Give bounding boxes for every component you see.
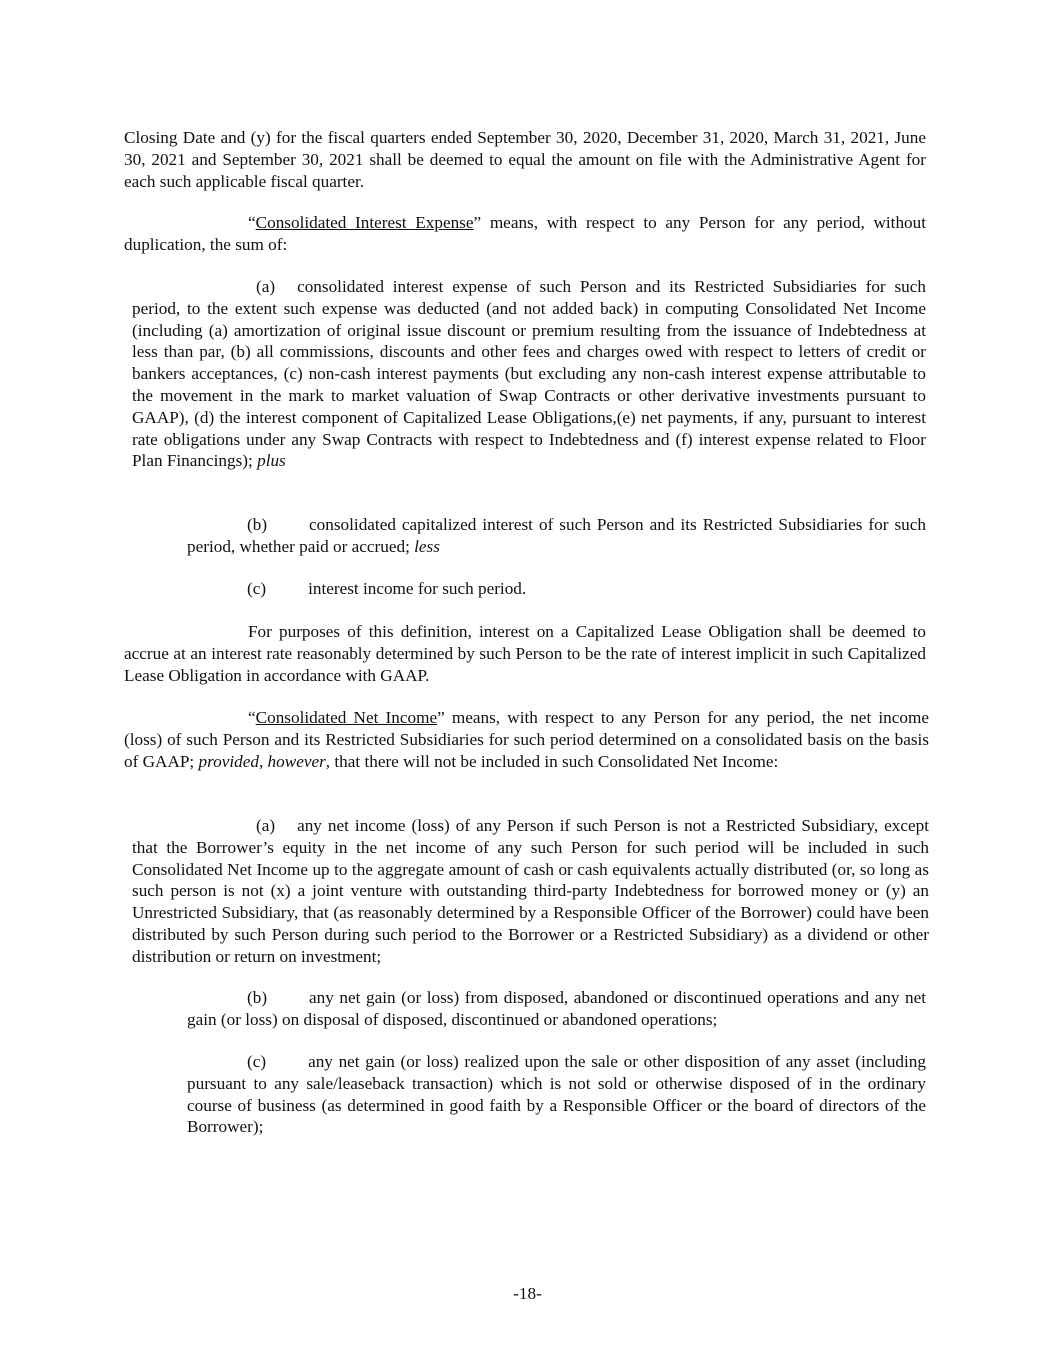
clause-label: (a) xyxy=(256,277,276,296)
defined-term-net-income: Consolidated Net Income xyxy=(255,708,438,727)
open-quote: “ xyxy=(248,213,256,232)
definition-intro: ” means, with respect to any Person for any period, without duplication, the sum of: xyxy=(124,213,927,254)
clause-c-net-income xyxy=(187,1051,926,1138)
comma: , xyxy=(258,751,264,771)
page-number: -18- xyxy=(513,1284,542,1303)
definition-interest-expense xyxy=(124,212,926,256)
clause-c-interest-expense xyxy=(247,578,926,600)
clause-b-interest-expense xyxy=(187,514,926,558)
clause-text: any net income (loss) of any Person if such Person is not a Restricted Subsidiary, except that the Borrower’s equity in the net income of any such Person for such period will be included in such Consolidated Net Income up to the aggregate amount of cash or cash equivalents actually distributed (or, so long as such person is not (x) a joint venture with outstanding third-party Indebtedness for borrowed money or (y) an Unrestricted Subsidiary, that (as reasonably determined by a Responsible Officer of the Borrower) could have been distributed by such Person during such period to the Borrower or a Restricted Subsidiary) as a dividend or other distribution or return on investment; xyxy=(132,816,929,966)
clause-text: interest income for such period. xyxy=(308,579,527,598)
provided-word: provided xyxy=(198,751,259,771)
clause-connector: less xyxy=(414,536,440,556)
definition-intro: ” means, with respect to any Person for any period, the net income (loss) of such Person and its Restricted Subsidiaries for such period determined on a consolidated basis on the basis of GAAP; xyxy=(124,708,929,771)
carryover-text: Closing Date and (y) for the fiscal quarters ended September 30, 2020, December 31, 2020, March 31, 2021, June 30, 2021 and September 30, 2021 shall be deemed to equal the amount on file with the Administrative Agent for each such applicable fiscal quarter. xyxy=(124,128,926,191)
however-word: however xyxy=(267,751,326,771)
clause-text: any net gain (or loss) realized upon the sale or other disposition of any asset (including pursuant to any sale/leaseback transaction) which is not sold or otherwise disposed of in the ordinary course of business (as determined in good faith by a Responsible Officer or the board of directors of the Borrower); xyxy=(187,1052,926,1137)
clause-a-interest-expense xyxy=(132,276,926,472)
clause-a-net-income xyxy=(132,815,929,968)
definition-intro-continued: , that there will not be included in such Consolidated Net Income: xyxy=(325,751,779,771)
clause-label: (c) xyxy=(247,1052,267,1071)
note-text: For purposes of this definition, interest on a Capitalized Lease Obligation shall be deemed to accrue at an interest rate reasonably determined by such Person to be the rate of interest implicit in such Capitalized Lease Obligation in accordance with GAAP. xyxy=(124,622,926,685)
clause-text: any net gain (or loss) from disposed, abandoned or discontinued operations and any net gain (or loss) on disposal of disposed, discontinued or abandoned operations; xyxy=(187,988,926,1029)
clause-label: (c) xyxy=(247,579,267,598)
clause-label: (a) xyxy=(256,816,276,835)
clause-label: (b) xyxy=(247,988,268,1007)
clause-text: consolidated interest expense of such Person and its Restricted Subsidiaries for such period, to the extent such expense was deducted (and not added back) in computing Consolidated Net Income (including (a) amortization of original issue discount or premium resulting from the issuance of Indebtedness at less than par, (b) all commissions, discounts and other fees and charges owed with respect to letters of credit or bankers acceptances, (c) non-cash interest payments (but excluding any non-cash interest expense attributable to the movement in the mark to market valuation of Swap Contracts or other derivative investments pursuant to GAAP), (d) the interest component of Capitalized Lease Obligations,(e) net payments, if any, pursuant to interest rate obligations under any Swap Contracts with respect to Indebtedness and (f) interest expense related to Floor Plan Financings); xyxy=(132,277,926,471)
defined-term-interest-expense: Consolidated Interest Expense xyxy=(255,213,474,232)
clause-connector: plus xyxy=(257,451,286,471)
clause-text: consolidated capitalized interest of such Person and its Restricted Subsidiaries for such period, whether paid or accrued; xyxy=(187,515,926,556)
clause-label: (b) xyxy=(247,515,268,534)
definition-net-income xyxy=(124,707,929,772)
open-quote: “ xyxy=(248,708,256,727)
clause-b-net-income xyxy=(187,987,926,1031)
interest-expense-note xyxy=(124,621,926,686)
carryover-paragraph xyxy=(124,127,926,192)
